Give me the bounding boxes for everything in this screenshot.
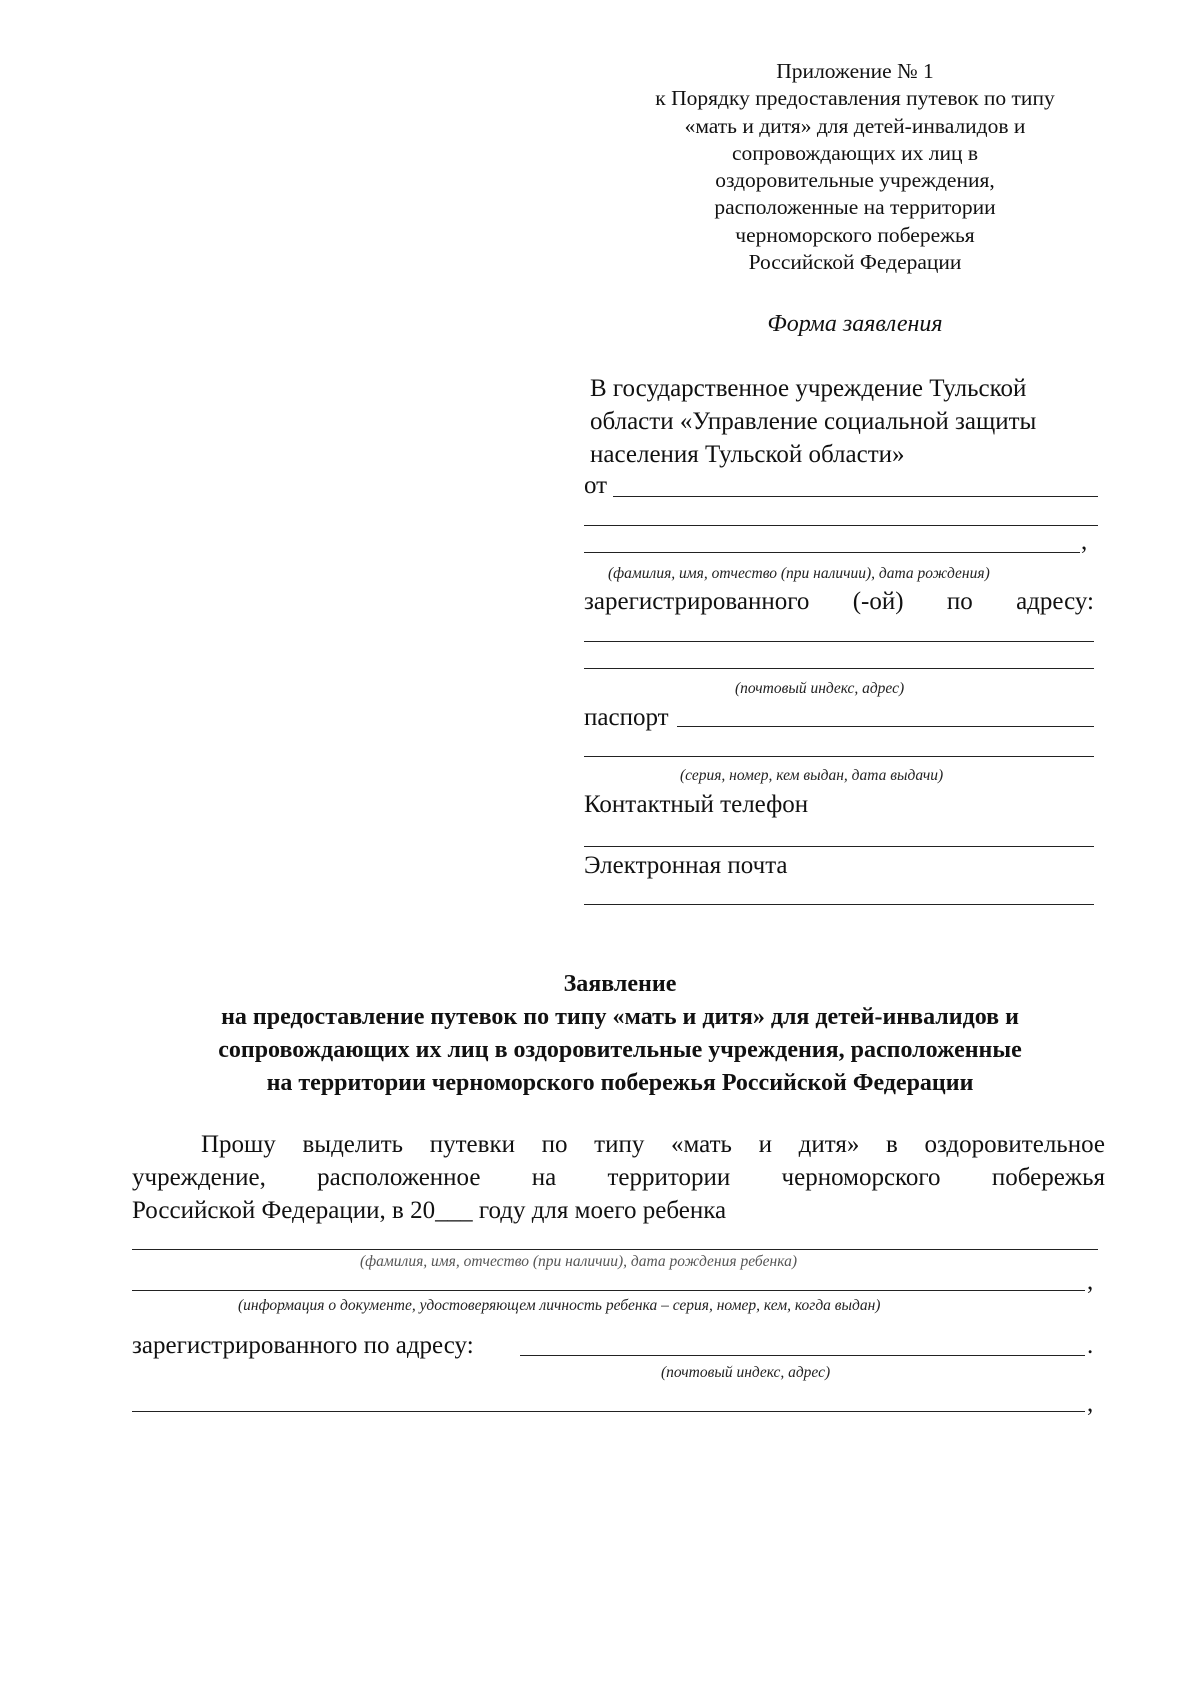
statement-body-line-3: Российской Федерации, в 20___ году для моего ребенка <box>132 1197 727 1224</box>
phone-label: Контактный телефон <box>584 791 809 818</box>
form-title: Форма заявления <box>767 311 943 337</box>
child-document-field[interactable] <box>132 1290 1085 1291</box>
word: путевки <box>429 1131 515 1158</box>
comma: , <box>1087 1390 1094 1417</box>
registered-address-label <box>584 588 1094 616</box>
passport-field-2[interactable] <box>584 756 1094 757</box>
word: и <box>758 1131 772 1158</box>
annex-line: Российской Федерации <box>748 250 962 275</box>
word: типу <box>594 1131 645 1158</box>
passport-field[interactable] <box>677 726 1094 727</box>
word: территории <box>607 1164 731 1191</box>
statement-title <box>60 968 1180 1100</box>
child-address-field[interactable] <box>520 1355 1085 1356</box>
from-name-field-3[interactable] <box>584 552 1080 553</box>
word: расположенное <box>317 1164 481 1191</box>
word: выделить <box>302 1131 404 1158</box>
address-field-2[interactable] <box>584 668 1094 669</box>
word: дитя» <box>798 1131 860 1158</box>
from-name-field[interactable] <box>613 496 1098 497</box>
child-address-caption: (почтовый индекс, адрес) <box>661 1364 831 1381</box>
annex-line: оздоровительные учреждения, <box>715 168 995 193</box>
passport-caption: (серия, номер, кем выдан, дата выдачи) <box>680 767 944 784</box>
word: побережья <box>991 1164 1105 1191</box>
from-label: от <box>584 472 608 499</box>
title-line: сопровождающих их лиц в оздоровительные учреждения, расположенные <box>218 1037 1022 1063</box>
word: по <box>541 1131 568 1158</box>
period: . <box>1087 1332 1094 1359</box>
address-caption: (почтовый индекс, адрес) <box>735 680 905 697</box>
word: черноморского <box>781 1164 941 1191</box>
title-line: на территории черноморского побережья Российской Федерации <box>266 1070 974 1096</box>
statement-body-line-2 <box>132 1164 1105 1192</box>
word: по <box>946 588 973 615</box>
annex-line: «мать и дитя» для детей-инвалидов и <box>684 113 1026 138</box>
annex-line: сопровождающих их лиц в <box>731 140 978 165</box>
comma: , <box>1081 528 1088 555</box>
child-document-caption: (информация о документе, удостоверяющем личность ребенка – серия, номер, кем, когда выдан) <box>238 1297 881 1314</box>
email-field[interactable] <box>584 904 1094 905</box>
addressee-block <box>590 372 1110 471</box>
from-name-field-2[interactable] <box>584 525 1098 526</box>
email-label: Электронная почта <box>584 852 788 879</box>
addressee-line: области «Управление социальной защиты <box>590 408 1037 435</box>
statement-body-line-1 <box>201 1131 1105 1159</box>
word: учреждение, <box>132 1164 266 1191</box>
child-name-caption: (фамилия, имя, отчество (при наличии), дата рождения ребенка) <box>360 1253 798 1270</box>
address-field[interactable] <box>584 641 1094 642</box>
annex-line: черноморского побережья <box>735 222 975 247</box>
word: на <box>531 1164 557 1191</box>
addressee-line: населения Тульской области» <box>590 441 905 468</box>
word: адресу: <box>1016 588 1094 615</box>
word: зарегистрированного <box>584 588 810 615</box>
annex-header <box>610 58 1100 276</box>
word: Прошу <box>201 1131 276 1158</box>
name-caption: (фамилия, имя, отчество (при наличии), дата рождения) <box>608 565 990 582</box>
passport-label: паспорт <box>584 704 669 731</box>
phone-field[interactable] <box>584 846 1094 847</box>
word: в <box>886 1131 898 1158</box>
title-line: Заявление <box>563 971 677 997</box>
child-address-field-2[interactable] <box>132 1411 1085 1412</box>
word: оздоровительное <box>924 1131 1105 1158</box>
title-line: на предоставление путевок по типу «мать и дитя» для детей-инвалидов и <box>221 1004 1019 1030</box>
child-registered-label: зарегистрированного по адресу: <box>132 1332 474 1359</box>
child-name-field[interactable] <box>132 1249 1098 1250</box>
word: «мать <box>671 1131 732 1158</box>
annex-line: Приложение № 1 <box>776 59 934 83</box>
word: (-ой) <box>852 588 904 615</box>
annex-line: к Порядку предоставления путевок по типу <box>655 86 1055 111</box>
addressee-line: В государственное учреждение Тульской <box>590 375 1027 402</box>
comma: , <box>1087 1268 1094 1295</box>
annex-line: расположенные на территории <box>714 195 996 220</box>
